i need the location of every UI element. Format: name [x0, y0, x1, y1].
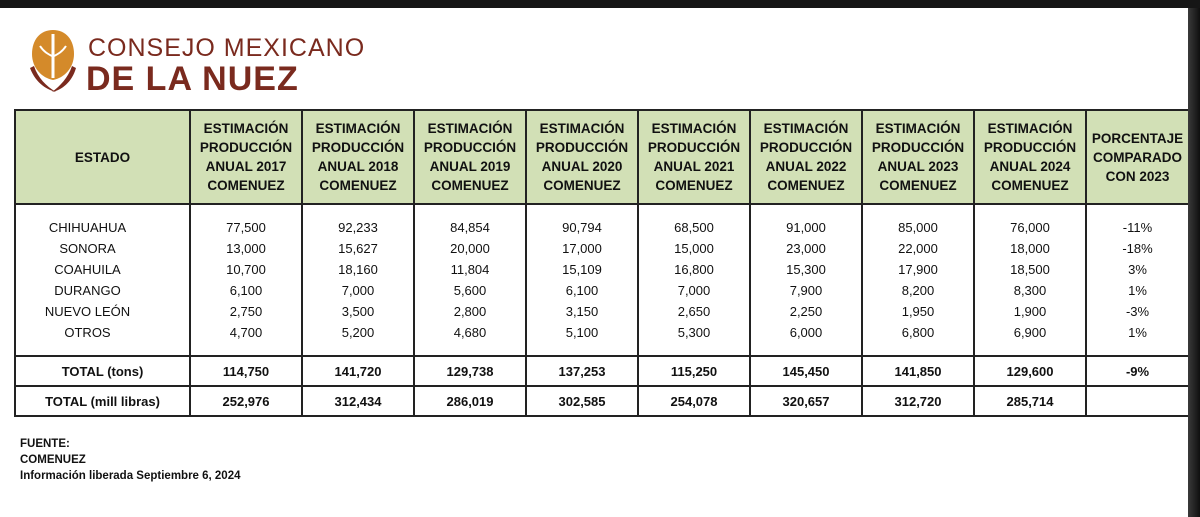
cell-estado: OTROS — [15, 322, 190, 356]
pecan-nut-icon — [26, 28, 80, 94]
total-lbs-value: 312,720 — [862, 386, 974, 416]
header-2022: ESTIMACIÓN PRODUCCIÓN ANUAL 2022 COMENUEZ — [750, 110, 862, 204]
total-tons-value: 141,720 — [302, 356, 414, 386]
total-tons-value: 137,253 — [526, 356, 638, 386]
total-tons-label: TOTAL (tons) — [15, 356, 190, 386]
total-lbs-row — [15, 386, 1189, 416]
table-row — [15, 238, 1189, 259]
header-2017: ESTIMACIÓN PRODUCCIÓN ANUAL 2017 COMENUEZ — [190, 110, 302, 204]
header-row — [15, 110, 1189, 204]
total-tons-value: 115,250 — [638, 356, 750, 386]
cell-value: 2,250 — [750, 301, 862, 322]
cell-percentage: -18% — [1086, 238, 1189, 259]
total-lbs-value: 285,714 — [974, 386, 1086, 416]
cell-estado: COAHUILA — [15, 259, 190, 280]
cell-value: 5,300 — [638, 322, 750, 356]
brand-logo — [26, 28, 366, 98]
total-lbs-value: 302,585 — [526, 386, 638, 416]
total-tons-value: 145,450 — [750, 356, 862, 386]
cell-value: 15,300 — [750, 259, 862, 280]
header-2019: ESTIMACIÓN PRODUCCIÓN ANUAL 2019 COMENUEZ — [414, 110, 526, 204]
cell-percentage: 3% — [1086, 259, 1189, 280]
cell-value: 92,233 — [302, 204, 414, 238]
cell-value: 16,800 — [638, 259, 750, 280]
source-footer — [20, 436, 241, 484]
cell-value: 23,000 — [750, 238, 862, 259]
cell-value: 91,000 — [750, 204, 862, 238]
cell-value: 10,700 — [190, 259, 302, 280]
total-lbs-value: 320,657 — [750, 386, 862, 416]
table-totals — [15, 356, 1189, 416]
source-label: FUENTE: — [20, 438, 70, 450]
cell-estado: SONORA — [15, 238, 190, 259]
cell-value: 5,200 — [302, 322, 414, 356]
cell-value: 15,109 — [526, 259, 638, 280]
cell-percentage: -3% — [1086, 301, 1189, 322]
cell-value: 6,100 — [190, 280, 302, 301]
total-lbs-label: TOTAL (mill libras) — [15, 386, 190, 416]
cell-value: 3,500 — [302, 301, 414, 322]
logo-text-line1: CONSEJO MEXICANO — [88, 34, 366, 62]
cell-estado: DURANGO — [15, 280, 190, 301]
cell-value: 17,000 — [526, 238, 638, 259]
total-tons-row — [15, 356, 1189, 386]
header-2021: ESTIMACIÓN PRODUCCIÓN ANUAL 2021 COMENUEZ — [638, 110, 750, 204]
total-lbs-value: 254,078 — [638, 386, 750, 416]
cell-value: 6,800 — [862, 322, 974, 356]
total-lbs-value: 286,019 — [414, 386, 526, 416]
header-percentage: PORCENTAJE COMPARADO CON 2023 — [1086, 110, 1189, 204]
cell-value: 2,650 — [638, 301, 750, 322]
cell-value: 6,100 — [526, 280, 638, 301]
cell-value: 77,500 — [190, 204, 302, 238]
cell-value: 5,600 — [414, 280, 526, 301]
cell-value: 84,854 — [414, 204, 526, 238]
cell-value: 13,000 — [190, 238, 302, 259]
cell-value: 20,000 — [414, 238, 526, 259]
total-lbs-value: 312,434 — [302, 386, 414, 416]
cell-percentage: 1% — [1086, 322, 1189, 356]
document-page — [0, 8, 1188, 517]
window-top-edge — [0, 0, 1200, 8]
cell-value: 7,000 — [302, 280, 414, 301]
cell-estado: CHIHUAHUA — [15, 204, 190, 238]
table-row — [15, 204, 1189, 238]
logo-text-line2: DE LA NUEZ — [86, 60, 299, 98]
cell-value: 4,700 — [190, 322, 302, 356]
header-2020: ESTIMACIÓN PRODUCCIÓN ANUAL 2020 COMENUEZ — [526, 110, 638, 204]
source-name: COMENUEZ — [20, 454, 86, 466]
cell-value: 8,200 — [862, 280, 974, 301]
table-body — [15, 204, 1189, 356]
total-tons-value: 129,600 — [974, 356, 1086, 386]
cell-value: 6,000 — [750, 322, 862, 356]
cell-value: 2,800 — [414, 301, 526, 322]
table-row — [15, 301, 1189, 322]
total-lbs-value: 252,976 — [190, 386, 302, 416]
cell-value: 7,000 — [638, 280, 750, 301]
cell-value: 15,000 — [638, 238, 750, 259]
cell-value: 18,000 — [974, 238, 1086, 259]
table-row — [15, 322, 1189, 356]
cell-value: 5,100 — [526, 322, 638, 356]
total-tons-value: 141,850 — [862, 356, 974, 386]
header-2023: ESTIMACIÓN PRODUCCIÓN ANUAL 2023 COMENUEZ — [862, 110, 974, 204]
cell-estado: NUEVO LEÓN — [15, 301, 190, 322]
cell-value: 8,300 — [974, 280, 1086, 301]
cell-value: 17,900 — [862, 259, 974, 280]
cell-value: 18,500 — [974, 259, 1086, 280]
cell-value: 76,000 — [974, 204, 1086, 238]
cell-value: 22,000 — [862, 238, 974, 259]
cell-percentage: -11% — [1086, 204, 1189, 238]
total-tons-percentage: -9% — [1086, 356, 1189, 386]
window-right-edge — [1188, 8, 1200, 517]
cell-value: 15,627 — [302, 238, 414, 259]
cell-value: 90,794 — [526, 204, 638, 238]
header-2018: ESTIMACIÓN PRODUCCIÓN ANUAL 2018 COMENUEZ — [302, 110, 414, 204]
cell-value: 1,900 — [974, 301, 1086, 322]
cell-value: 2,750 — [190, 301, 302, 322]
cell-value: 11,804 — [414, 259, 526, 280]
table-row — [15, 259, 1189, 280]
header-estado: ESTADO — [15, 110, 190, 204]
release-date: Información liberada Septiembre 6, 2024 — [20, 470, 241, 482]
total-tons-value: 129,738 — [414, 356, 526, 386]
production-table — [14, 109, 1190, 417]
cell-value: 4,680 — [414, 322, 526, 356]
cell-percentage: 1% — [1086, 280, 1189, 301]
table-row — [15, 280, 1189, 301]
total-tons-value: 114,750 — [190, 356, 302, 386]
table-header — [15, 110, 1189, 204]
header-2024: ESTIMACIÓN PRODUCCIÓN ANUAL 2024 COMENUEZ — [974, 110, 1086, 204]
cell-value: 18,160 — [302, 259, 414, 280]
cell-value: 7,900 — [750, 280, 862, 301]
cell-value: 6,900 — [974, 322, 1086, 356]
cell-value: 85,000 — [862, 204, 974, 238]
total-lbs-percentage — [1086, 386, 1189, 416]
cell-value: 1,950 — [862, 301, 974, 322]
cell-value: 3,150 — [526, 301, 638, 322]
cell-value: 68,500 — [638, 204, 750, 238]
